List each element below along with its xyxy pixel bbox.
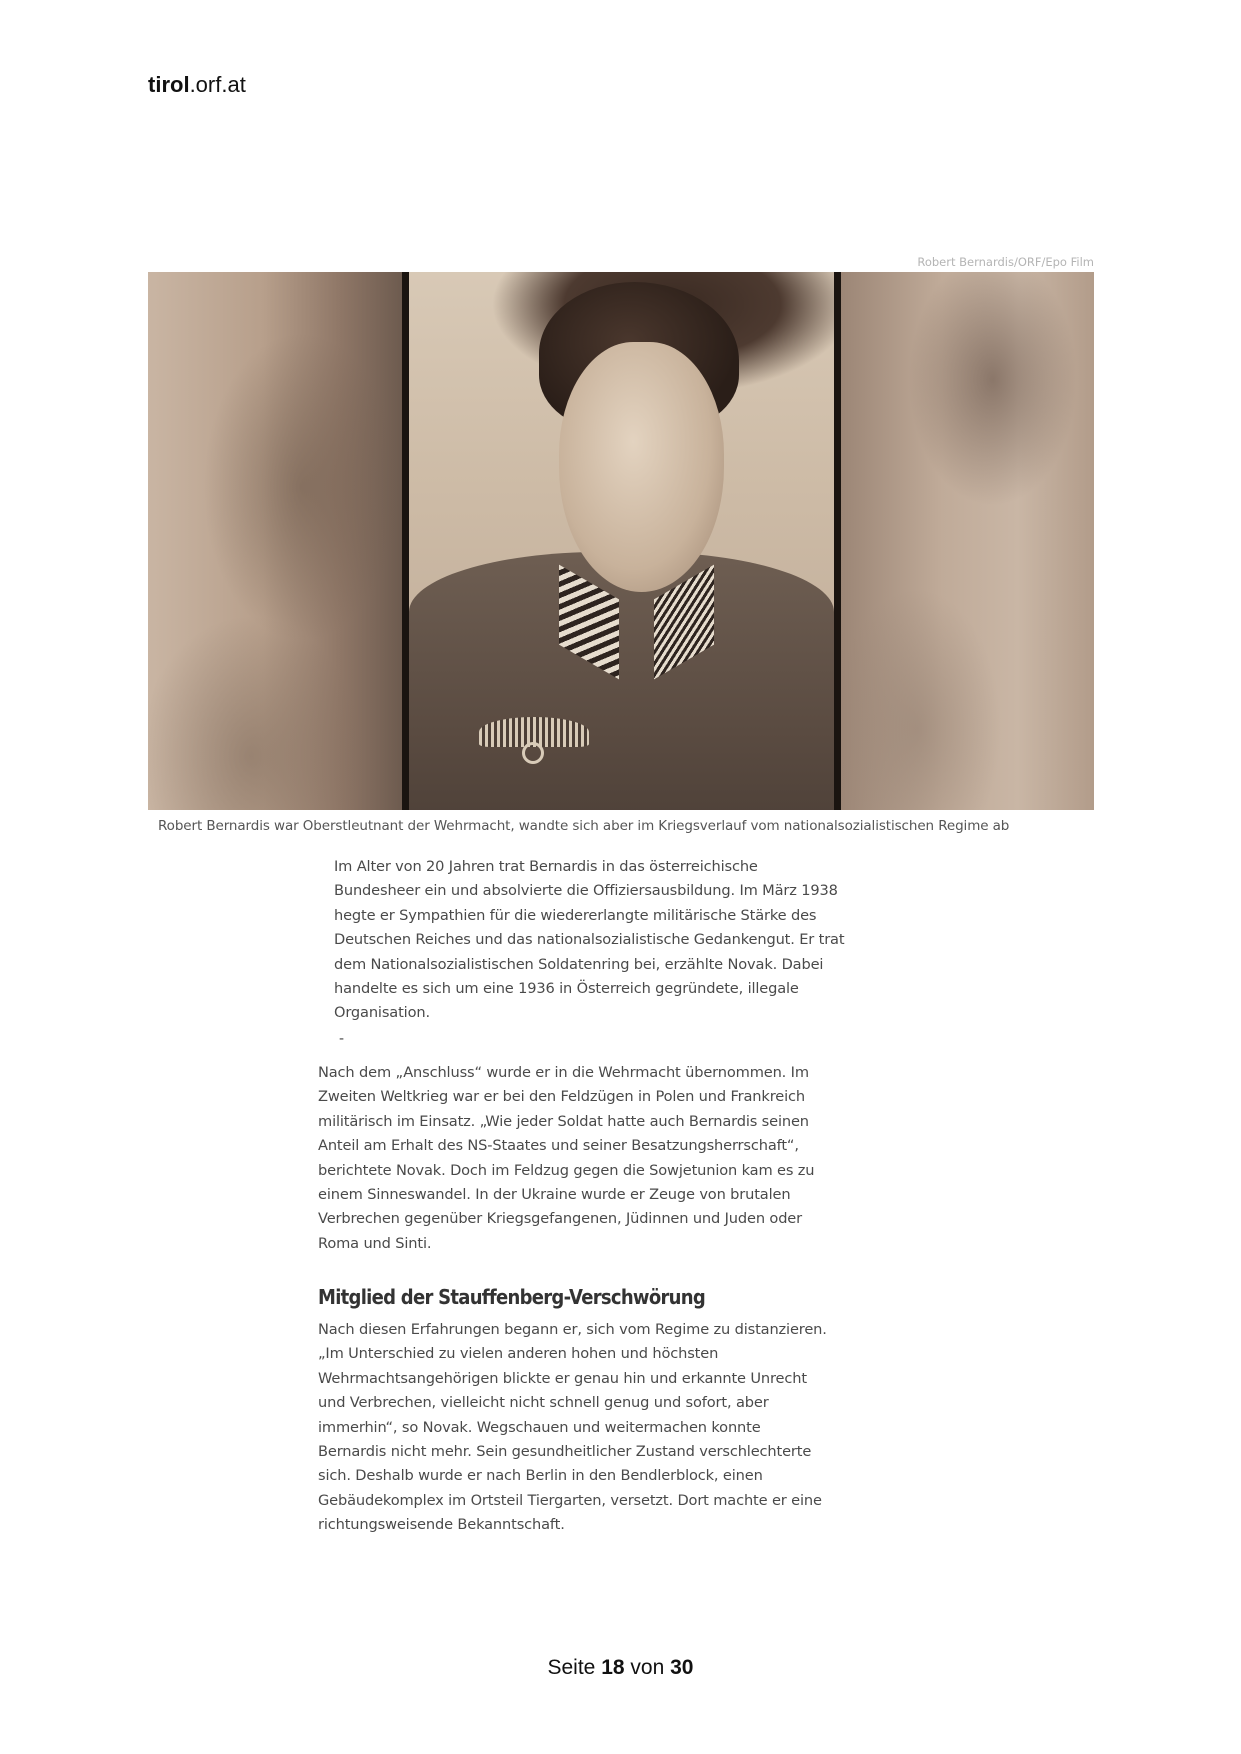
text-line: Nach diesen Erfahrungen begann er, sich vom Regime zu distanzieren. — [318, 1321, 827, 1338]
text-line: Bernardis nicht mehr. Sein gesundheitlicher Zustand verschlechterte — [318, 1443, 812, 1461]
text-line: Deutschen Reiches und das nationalsozialistische Gedankengut. Er trat — [334, 931, 845, 949]
section-heading: Mitglied der Stauffenberg-Verschwörung — [318, 1285, 705, 1309]
text-line: Roma und Sinti. — [318, 1234, 432, 1252]
text-line: sich. Deshalb wurde er nach Berlin in den Bendlerblock, einen — [318, 1467, 763, 1485]
text-line: Organisation. — [334, 1004, 430, 1022]
text-line: immerhin“, so Novak. Wegschauen und weitermachen konnte — [318, 1418, 761, 1436]
current-page-number: 18 — [601, 1656, 625, 1679]
portrait-face — [559, 342, 724, 592]
text-line: Gebäudekomplex im Ortsteil Tiergarten, versetzt. Dort machte er eine — [318, 1491, 822, 1509]
paragraph-2 — [318, 1061, 814, 1256]
text-line: und Verbrechen, vielleicht nicht schnell genug und sofort, aber — [318, 1394, 769, 1412]
site-header — [148, 72, 246, 98]
text-line: berichtete Novak. Doch im Feldzug gegen die Sowjetunion kam es zu — [318, 1161, 815, 1179]
text-line: „Im Unterschied zu vielen anderen hohen und höchsten — [318, 1345, 719, 1363]
page-of-label: von — [630, 1656, 665, 1679]
text-line: Im Alter von 20 Jahren trat Bernardis in das österreichische — [334, 858, 758, 875]
photo-blur-background-left — [148, 272, 404, 810]
text-line: militärisch im Einsatz. „Wie jeder Soldat hatte auch Bernardis seinen — [318, 1112, 809, 1130]
image-caption: Robert Bernardis war Oberstleutnant der Wehrmacht, wandte sich aber im Kriegsverlauf vom nationalsozialistischen Regime ab — [158, 818, 1010, 834]
portrait-uniform — [409, 552, 834, 810]
image-credit: Robert Bernardis/ORF/Epo Film — [917, 255, 1094, 269]
page-label: Seite — [547, 1656, 596, 1679]
portrait-frame — [409, 272, 834, 810]
emblem-badge-icon — [522, 742, 544, 764]
paragraph-3 — [318, 1318, 827, 1538]
text-line: einem Sinneswandel. In der Ukraine wurde er Zeuge von brutalen — [318, 1186, 791, 1204]
text-line: hegte er Sympathien für die wiedererlangte militärische Stärke des — [334, 906, 817, 924]
text-line: Anteil am Erhalt des NS-Staates und seiner Besatzungsherrschaft“, — [318, 1137, 799, 1155]
text-line: Nach dem „Anschluss“ wurde er in die Wehrmacht übernommen. Im — [318, 1064, 809, 1081]
text-line: Wehrmachtsangehörigen blickte er genau hin und erkannte Unrecht — [318, 1369, 807, 1387]
text-line: handelte es sich um eine 1936 in Österreich gegründete, illegale — [334, 980, 799, 998]
site-name-domain: .orf.at — [189, 72, 246, 97]
portrait-photo — [402, 272, 841, 810]
page-footer — [0, 1656, 1241, 1680]
text-line: Verbrechen gegenüber Kriegsgefangenen, Jüdinnen und Juden oder — [318, 1210, 802, 1228]
list-separator: - — [339, 1031, 344, 1047]
text-line: Zweiten Weltkrieg war er bei den Feldzügen in Polen und Frankreich — [318, 1088, 805, 1106]
paragraph-1 — [334, 855, 844, 1026]
text-line: Bundesheer ein und absolvierte die Offiziersausbildung. Im März 1938 — [334, 882, 838, 900]
photo-blur-background-right — [841, 272, 1094, 810]
article-photo — [148, 272, 1094, 810]
text-line: richtungsweisende Bekanntschaft. — [318, 1516, 565, 1534]
total-page-count: 30 — [670, 1656, 694, 1679]
site-name-bold: tirol — [148, 72, 190, 97]
text-line: dem Nationalsozialistischen Soldatenring bei, erzählte Novak. Dabei — [334, 955, 824, 973]
